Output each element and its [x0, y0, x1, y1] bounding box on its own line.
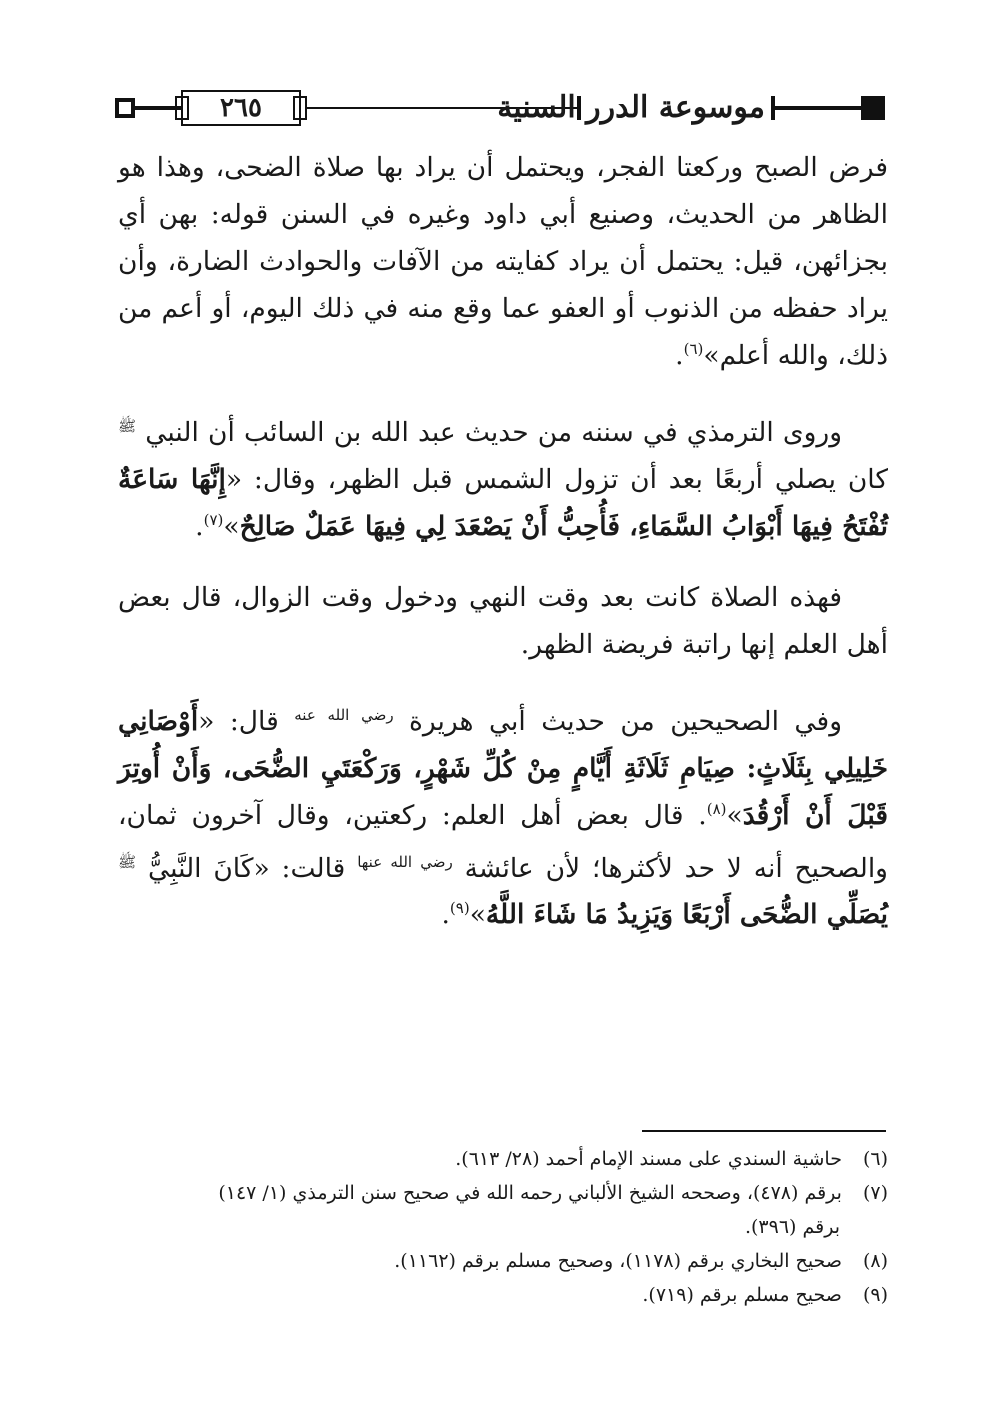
quote-close: » [223, 510, 240, 542]
footnote-7 [118, 1176, 888, 1210]
paragraph-text: كان يصلي أربعًا بعد أن تزول الشمس قبل الظهر، وقال: « [225, 463, 888, 495]
footnote-text: برقم (٣٩٦). [744, 1216, 840, 1238]
header-ornament-square-left [115, 98, 135, 118]
footnote-separator [642, 1130, 886, 1132]
honorific-glyph: رضي الله عنه [294, 705, 394, 724]
quote-close: » [469, 899, 486, 931]
footnote-number: (٩) [862, 1284, 888, 1306]
hadith-quote: أَوْصَانِي خَلِيلِي بِثَلَاثٍ: صِيَامِ ثَلَاثَةِ أَيَّامٍ مِنْ كُلِّ شَهْرٍ، وَرَكْعَتَيِ الضُّحَى، وَأَنْ أُوتِرَ قَبْلَ أَنْ أَرْقُدَ [118, 705, 888, 831]
footnote-number: (٨) [862, 1250, 888, 1272]
honorific-glyph: ﷺ [118, 417, 137, 435]
footnote-text: حاشية السندي على مسند الإمام أحمد (٢٨/ ٦١٣). [455, 1148, 842, 1170]
paragraph-end: . [195, 510, 204, 542]
main-text [118, 144, 888, 938]
footnotes [118, 1142, 888, 1312]
footnote-ref: (٦) [683, 340, 704, 359]
paragraph-text: فهذه الصلاة كانت بعد وقت النهي ودخول وقت الزوال، قال بعض أهل العلم إنها راتبة فريضة الظهر. [118, 581, 888, 660]
paragraph-text: قال: « [198, 705, 279, 737]
paragraph-3 [118, 574, 888, 668]
page-header [115, 80, 889, 140]
footnote-text: صحيح البخاري برقم (١١٧٨)، وصحيح مسلم برقم (١١٦٢). [394, 1250, 842, 1272]
paragraph-end: . [441, 899, 450, 931]
hadith-quote: إِنَّهَا سَاعَةٌ تُفْتَحُ فِيهَا أَبْوَابُ السَّمَاءِ، فَأُحِبُّ أَنْ يَصْعَدَ لِي فِيهَا عَمَلٌ صَالِحٌ [118, 463, 888, 542]
paragraph-2 [118, 403, 888, 550]
honorific-glyph: ﷺ [118, 852, 137, 871]
footnote-ref: (٩) [449, 899, 470, 918]
paragraph-text: . قال بعض أهل العلم: ركعتين، وقال آخرون ثمان، والصحيح أنه لا حد لأكثرها؛ لأن عائشة [118, 799, 888, 884]
footnote-text: برقم (٤٧٨)، وصححه الشيخ الألباني رحمه الله في صحيح سنن الترمذي (١/ ١٤٧) [218, 1182, 842, 1204]
page-number: ٢٦٥ [181, 90, 301, 126]
footnote-text: صحيح مسلم برقم (٧١٩). [642, 1284, 842, 1306]
footnote-ref: (٧) [203, 511, 224, 529]
footnote-7-continuation [118, 1210, 888, 1244]
hadith-quote: يُصَلِّي الضُّحَى أَرْبَعًا وَيَزِيدُ مَا شَاءَ اللَّهُ [485, 899, 888, 931]
footnote-8 [118, 1244, 888, 1278]
book-title: موسوعة الدرر السنية [497, 90, 765, 125]
paragraph-text: قالت: «كَانَ النَّبِيُّ [147, 852, 346, 884]
paragraph-4 [118, 692, 888, 939]
paragraph-text: وفي الصحيحين من حديث أبي هريرة [409, 705, 842, 737]
header-ornament-square-right [861, 96, 885, 120]
paragraph-text: فرض الصبح وركعتا الفجر، ويحتمل أن يراد بها صلاة الضحى، وهذا هو الظاهر من الحديث، وصنيع أبي داود وغيره في السنن قوله: بهن أي بجزائهن، قيل: يحتمل أن يراد كفايته من الآفات والحوادث الضارة، وأن يراد حفظه من الذنوب أو العفو عما وقع منه في ذلك اليوم، أو أعم من ذلك، والله أعلم» [118, 152, 888, 371]
footnote-6 [118, 1142, 888, 1176]
header-rule-right [775, 106, 861, 110]
paragraph-text: وروى الترمذي في سننه من حديث عبد الله بن السائب أن النبي [145, 416, 842, 448]
footnote-number: (٧) [862, 1182, 888, 1204]
honorific-glyph: رضي الله عنها [357, 852, 453, 871]
paragraph-1 [118, 144, 888, 379]
footnote-number: (٦) [862, 1148, 888, 1170]
footnote-ref: (٨) [706, 799, 727, 818]
paragraph-end: . [675, 340, 684, 371]
footnote-9 [118, 1278, 888, 1312]
quote-close: » [726, 799, 743, 831]
